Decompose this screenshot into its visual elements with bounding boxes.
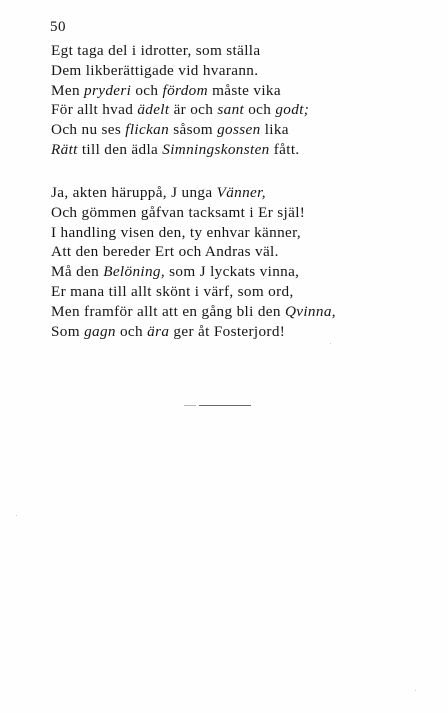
poem-stanza-2 <box>51 183 431 341</box>
line-text: Och nu ses <box>51 121 126 139</box>
line-text: Må den <box>51 263 104 281</box>
line-text: Er mana till allt skönt i värf, som ord, <box>51 282 294 300</box>
line-text: Som <box>51 322 85 340</box>
poem-line <box>51 242 431 262</box>
italic-text: Vänner, <box>216 184 266 201</box>
paper-speck <box>16 515 17 516</box>
line-text: såsom <box>169 121 218 139</box>
poem-line <box>51 262 431 282</box>
italic-text: gagn <box>84 322 116 340</box>
line-text: fått. <box>269 140 300 158</box>
line-text: Ja, akten häruppå, J unga <box>51 184 217 201</box>
paper-speck <box>415 690 416 691</box>
section-divider <box>199 405 251 406</box>
poem-line <box>51 322 431 342</box>
line-text: och <box>115 322 148 340</box>
poem-line <box>51 183 431 203</box>
line-text: ger åt Fosterjord! <box>169 322 286 340</box>
section-divider-fade <box>184 405 196 406</box>
italic-text: Simningskonsten <box>162 140 270 158</box>
line-text: och <box>131 81 163 99</box>
italic-text: flickan <box>125 121 170 139</box>
line-text: måste vika <box>207 81 281 99</box>
line-text: är och <box>169 101 218 119</box>
line-text: Och gömmen gåfvan tacksamt i Er själ! <box>51 203 306 221</box>
poem-line <box>51 203 431 223</box>
paper-speck <box>330 343 331 344</box>
italic-text: ädelt <box>137 101 170 119</box>
line-text: Att den bereder Ert och Andras väl. <box>51 243 279 261</box>
line-text: Egt taga del i idrotter, som ställa <box>51 42 261 59</box>
line-text: För allt hvad <box>51 101 138 119</box>
line-text: I handling visen den, ty enhvar känner, <box>51 223 302 241</box>
poem-stanza-1 <box>51 41 431 160</box>
poem-line <box>51 100 431 120</box>
line-text: Men <box>51 81 85 99</box>
line-text: som J lyckats vinna, <box>165 263 300 281</box>
italic-text: sant <box>217 101 245 119</box>
italic-text: ära <box>147 322 170 340</box>
italic-text: pryderi <box>84 81 132 99</box>
page-number: 50 <box>50 19 66 35</box>
italic-text: Belöning, <box>103 263 165 281</box>
italic-text: Rätt <box>51 140 78 158</box>
italic-text: gossen <box>217 121 261 139</box>
poem-line <box>51 302 431 322</box>
poem-line <box>51 61 431 81</box>
line-text: Men framför allt att en gång bli den <box>51 302 285 320</box>
italic-text: Qvinna, <box>284 302 336 320</box>
poem-line <box>51 120 431 140</box>
poem-line <box>51 223 431 243</box>
poem-line <box>51 81 431 101</box>
poem-line <box>51 140 431 160</box>
poem-line <box>51 282 431 302</box>
line-text: Dem likberättigade vid hvarann. <box>51 61 259 79</box>
poem-line <box>51 41 431 61</box>
italic-text: godt; <box>275 101 310 119</box>
line-text: till den ädla <box>77 140 163 158</box>
line-text: lika <box>260 121 289 139</box>
line-text: och <box>244 101 276 119</box>
italic-text: fördom <box>162 81 208 99</box>
